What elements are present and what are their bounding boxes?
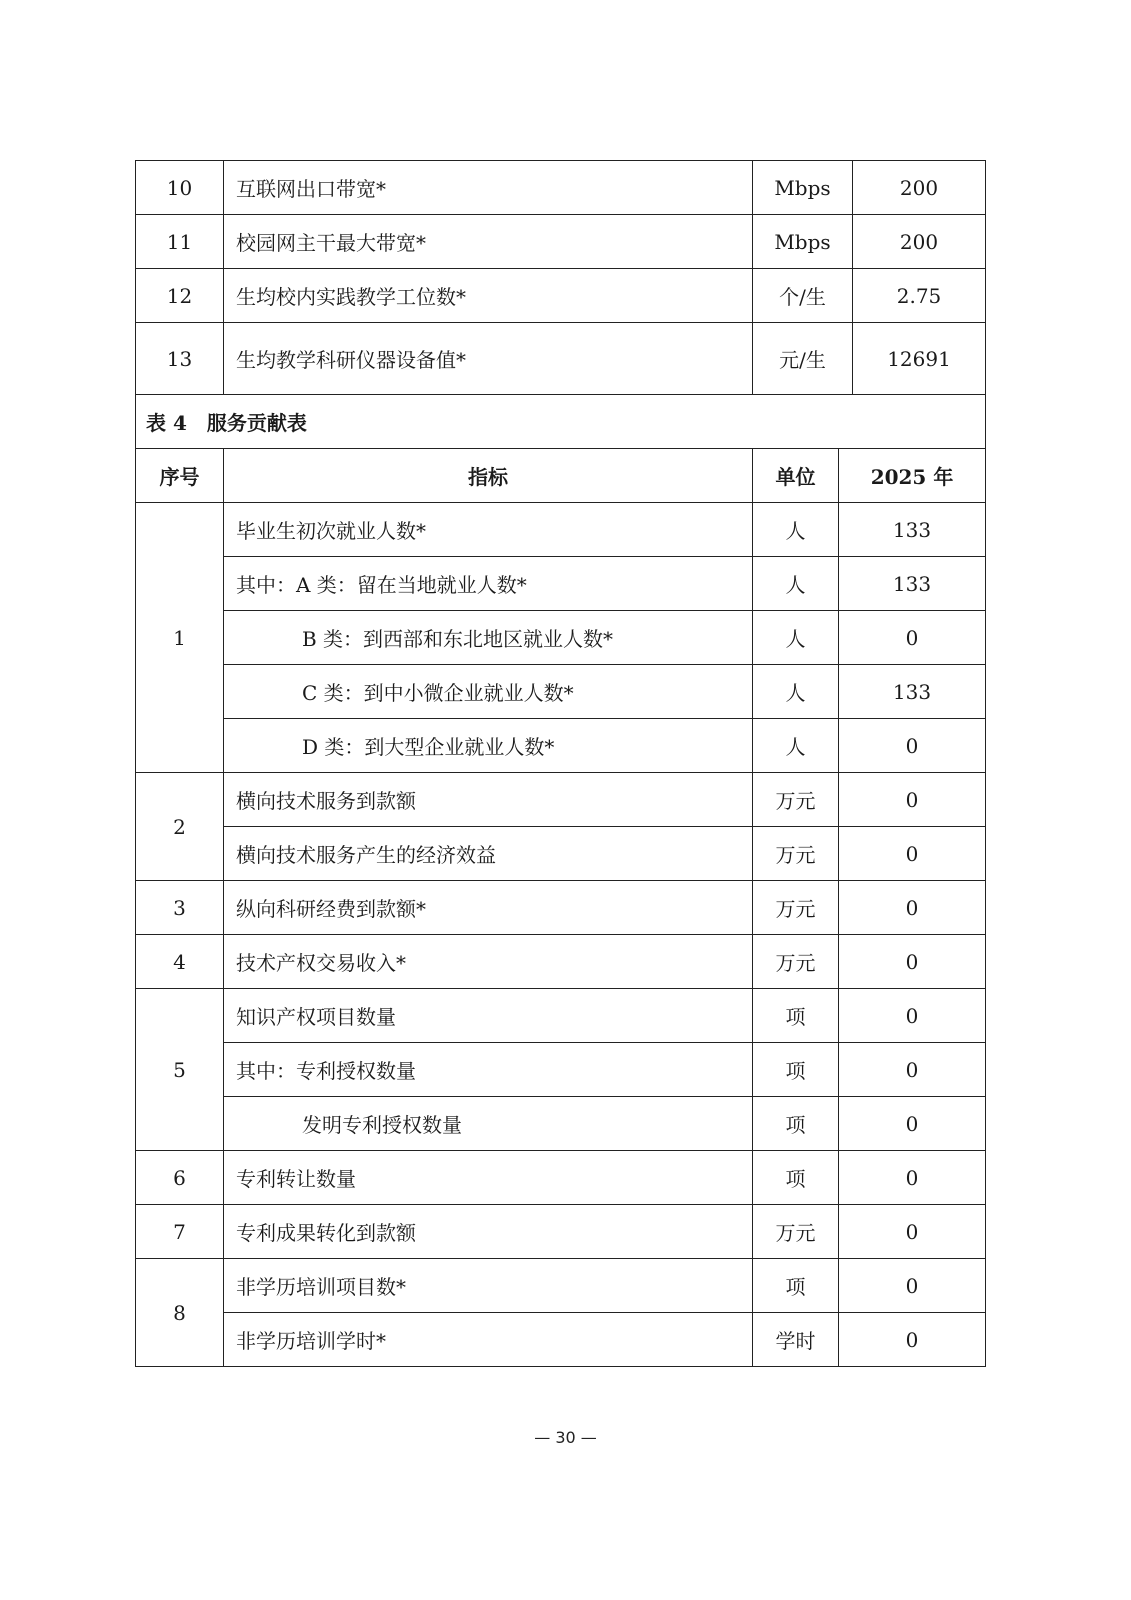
unit-cell: 万元 [753,935,839,989]
row-number: 13 [136,323,224,395]
table-row [136,269,986,323]
table-row [136,1043,986,1097]
indicator-cell: 专利成果转化到款额 [224,1205,753,1259]
table-row [136,503,986,557]
table-row [136,773,986,827]
indicator-cell: 技术产权交易收入* [224,935,753,989]
indicator-cell: 生均校内实践教学工位数* [224,269,753,323]
table-row [136,827,986,881]
unit-cell: 项 [753,1043,839,1097]
table-row [136,1151,986,1205]
row-number: 5 [136,989,224,1151]
value-cell: 0 [839,1313,986,1367]
value-cell: 0 [839,1097,986,1151]
document-page [135,160,985,1367]
table-row [136,161,986,215]
row-number: 12 [136,269,224,323]
table-row [136,989,986,1043]
table-row [136,323,986,395]
unit-cell: 人 [753,719,839,773]
indicator-cell: 毕业生初次就业人数* [224,503,753,557]
unit-cell: Mbps [753,161,853,215]
indicator-cell: 生均教学科研仪器设备值* [224,323,753,395]
indicator-cell: 横向技术服务到款额 [224,773,753,827]
indicator-cell: 纵向科研经费到款额* [224,881,753,935]
unit-cell: 项 [753,989,839,1043]
header-unit: 单位 [753,449,839,503]
row-number: 8 [136,1259,224,1367]
table-title-row [136,395,986,449]
unit-cell: Mbps [753,215,853,269]
indicator-cell: 知识产权项目数量 [224,989,753,1043]
table-row [136,665,986,719]
header-no: 序号 [136,449,224,503]
value-cell: 2.75 [853,269,986,323]
indicator-cell: 专利转让数量 [224,1151,753,1205]
table-row [136,611,986,665]
value-cell: 133 [839,665,986,719]
table-row [136,719,986,773]
indicator-cell: 发明专利授权数量 [224,1097,753,1151]
value-cell: 0 [839,773,986,827]
unit-cell: 万元 [753,827,839,881]
unit-cell: 万元 [753,1205,839,1259]
table-3-continuation [135,160,986,395]
row-number: 6 [136,1151,224,1205]
table-row [136,1259,986,1313]
value-cell: 0 [839,827,986,881]
indicator-cell: 校园网主干最大带宽* [224,215,753,269]
page-number: — 30 — [534,1428,597,1447]
table-row [136,215,986,269]
unit-cell: 万元 [753,773,839,827]
row-number: 7 [136,1205,224,1259]
value-cell: 200 [853,215,986,269]
unit-cell: 项 [753,1097,839,1151]
indicator-cell: 其中：A 类：留在当地就业人数* [224,557,753,611]
row-number: 3 [136,881,224,935]
value-cell: 12691 [853,323,986,395]
indicator-cell: C 类：到中小微企业就业人数* [224,665,753,719]
unit-cell: 项 [753,1151,839,1205]
unit-cell: 项 [753,1259,839,1313]
value-cell: 0 [839,611,986,665]
header-year: 2025 年 [839,449,986,503]
unit-cell: 万元 [753,881,839,935]
table-header-row [136,449,986,503]
row-number: 10 [136,161,224,215]
value-cell: 133 [839,503,986,557]
value-cell: 0 [839,935,986,989]
value-cell: 0 [839,1151,986,1205]
indicator-cell: 横向技术服务产生的经济效益 [224,827,753,881]
table-row [136,935,986,989]
indicator-cell: 非学历培训学时* [224,1313,753,1367]
indicator-cell: 非学历培训项目数* [224,1259,753,1313]
unit-cell: 人 [753,665,839,719]
value-cell: 0 [839,1043,986,1097]
unit-cell: 人 [753,611,839,665]
unit-cell: 学时 [753,1313,839,1367]
table-row [136,1313,986,1367]
value-cell: 0 [839,1259,986,1313]
unit-cell: 人 [753,503,839,557]
indicator-cell: B 类：到西部和东北地区就业人数* [224,611,753,665]
value-cell: 0 [839,989,986,1043]
unit-cell: 个/生 [753,269,853,323]
unit-cell: 元/生 [753,323,853,395]
table-row [136,881,986,935]
value-cell: 0 [839,881,986,935]
indicator-cell: 互联网出口带宽* [224,161,753,215]
value-cell: 0 [839,719,986,773]
table-row [136,1097,986,1151]
table-4-service-contribution [135,394,986,1367]
row-number: 4 [136,935,224,989]
indicator-cell: D 类：到大型企业就业人数* [224,719,753,773]
header-indicator: 指标 [224,449,753,503]
row-number: 2 [136,773,224,881]
unit-cell: 人 [753,557,839,611]
table-row [136,1205,986,1259]
row-number: 1 [136,503,224,773]
indicator-cell: 其中：专利授权数量 [224,1043,753,1097]
row-number: 11 [136,215,224,269]
value-cell: 200 [853,161,986,215]
value-cell: 0 [839,1205,986,1259]
table-row [136,557,986,611]
value-cell: 133 [839,557,986,611]
table-title: 表 4 服务贡献表 [136,395,986,449]
